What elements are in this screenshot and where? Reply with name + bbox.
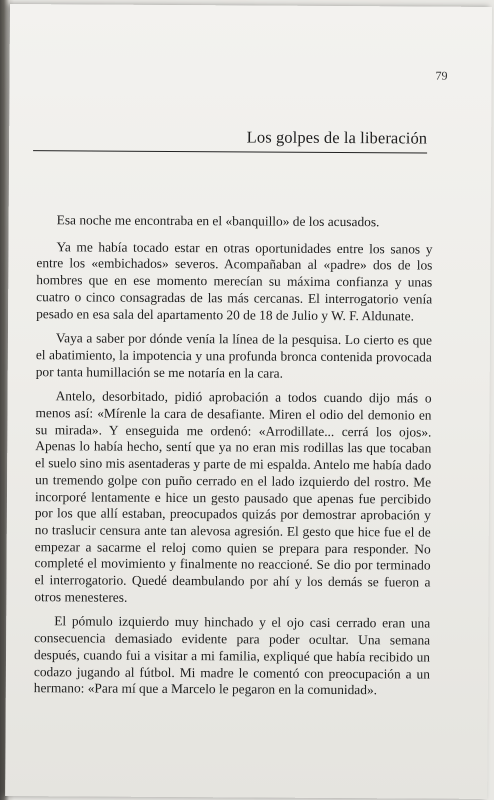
chapter-title: Los golpes de la liberación <box>246 127 428 148</box>
running-head <box>33 126 427 153</box>
page-number: 79 <box>435 68 448 83</box>
paragraph-4: Antelo, desorbitado, pidió aprobación a todos cuando dijo más o menos así: «Mírenle la cara de desafiante. Miren el odio del demonio en su mirada». Y enseguida me ordenó: «Arrodillate... cerrá los ojos». Apenas lo había hecho, sentí que ya no eran mis rodillas las que tocaban el suelo sino mis asentaderas y parte de mi espalda. Antelo me había dado un tremendo golpe con puño cerrado en el lado izquierdo del rostro. Me incorporé lentamente e hice un gesto pausado que apenas fue percibido por los que allí estaban, preocupados quizás por demostrar aprobación y no traslucir censura ante tan alevosa agresión. El gesto que hice fue el de empezar a sacarme el reloj como quien se prepara para responder. No completé el movimiento y finalmente no reaccioné. Se dio por terminado el interrogatorio. Quedé deambulando por ahí y los demás se fueron a otros menesteres. <box>34 388 432 605</box>
paragraph-1: Esa noche me encontraba en el «banquillo» de los acusados. <box>56 212 380 230</box>
paragraph-5: El pómulo izquierdo muy hinchado y el ojo casi cerrado eran una consecuencia demasiado evidente para poder ocultar. Una semana después, cuando fui a visitar a mi familia, expliqué que había recibido un codazo jugando al fútbol. Mi madre le comentó con preocupación a un hermano: «Para mí que a Marcelo le pegaron en la comunidad». <box>33 613 431 698</box>
paragraph-2: Ya me había tocado estar en otras oportunidades entre los sanos y entre los «embichados» severos. Acompañaban al «padre» dos de los hombres que en ese momento merecían su máxima confianza y unas cuatro o cinco consagradas de las más cercanas. El interrogatorio venía pesado en esa sala del apartamento 20 de 18 de Julio y W. F. Aldunate. <box>36 238 433 323</box>
paragraph-3: Vaya a saber por dónde venía la línea de la pesquisa. Lo cierto es que el abatimiento, la impotencia y una profunda bronca contenida provocada por tanta humillación se me notaría en la cara. <box>35 330 432 381</box>
book-page <box>5 4 492 799</box>
body-text <box>34 212 433 707</box>
